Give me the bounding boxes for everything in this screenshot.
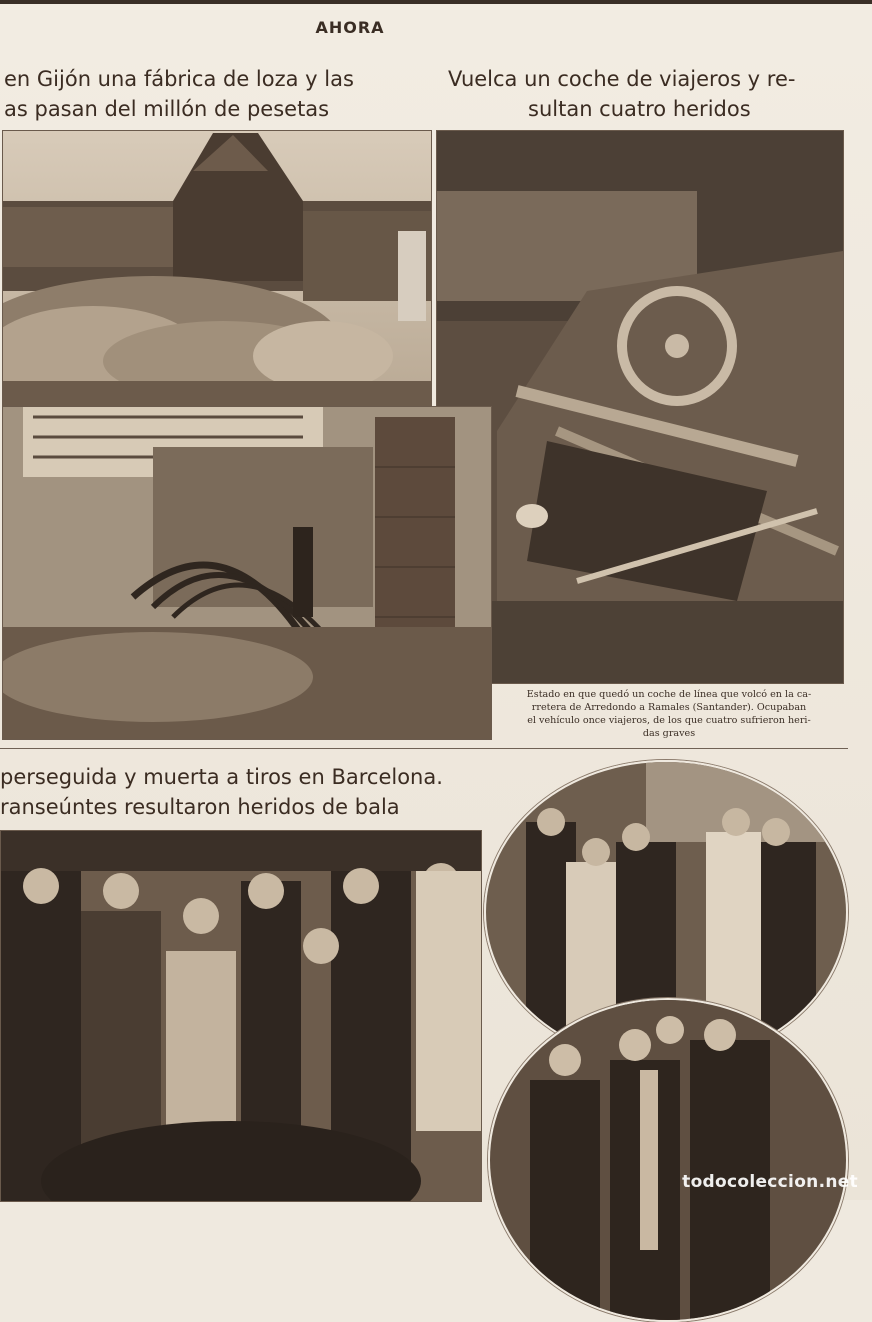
top-border xyxy=(0,0,872,4)
headline-line: sultan cuatro heridos xyxy=(528,97,751,121)
caption-line: el vehículo once viajeros, de los que cuatro sufrieron heri- xyxy=(527,715,811,726)
masthead: AHORA xyxy=(315,18,385,37)
headline-line: Vuelca un coche de viajeros y re- xyxy=(448,67,796,91)
headline-line: perseguida y muerta a tiros en Barcelona. xyxy=(0,765,443,789)
watermark-text: todocoleccion.net xyxy=(682,1172,858,1192)
photo-overturned-coach xyxy=(436,130,844,684)
photo-burnt-interior xyxy=(2,406,492,740)
photo-crowd-barcelona xyxy=(0,830,482,1202)
headline-line: ranseúntes resultaron heridos de bala xyxy=(0,795,400,819)
section-divider xyxy=(0,748,848,749)
headline-line: as pasan del millón de pesetas xyxy=(4,97,330,121)
caption-line: das graves xyxy=(642,728,696,739)
headline-line: en Gijón una fábrica de loza y las xyxy=(4,67,354,91)
photo-circle-witnesses xyxy=(488,998,848,1322)
headline-coach-overturn xyxy=(448,64,795,124)
caption-line: Estado en que quedó un coche de línea que volcó en la ca- xyxy=(526,689,812,700)
caption-line: rretera de Arredondo a Ramales (Santander). Ocupaban xyxy=(531,702,807,713)
headline-barcelona-shooting xyxy=(0,762,443,822)
photo-factory-rubble xyxy=(2,130,432,408)
headline-gijon-factory xyxy=(4,64,354,124)
coach-caption xyxy=(496,688,842,740)
